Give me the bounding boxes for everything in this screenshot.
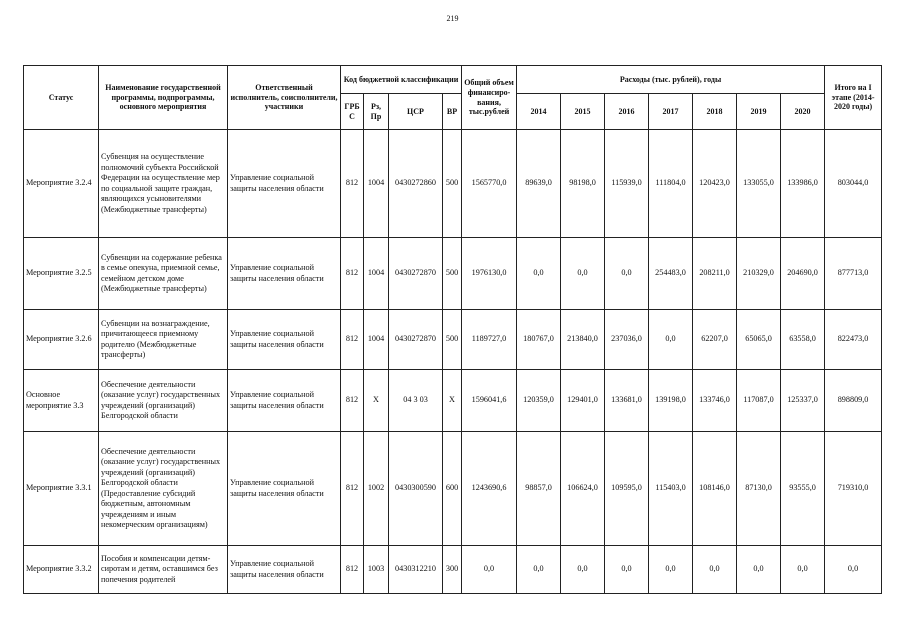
row-year-value: 208211,0 xyxy=(693,238,737,310)
row-year-value: 0,0 xyxy=(605,546,649,594)
row-rzpr: 1004 xyxy=(364,310,389,370)
row-name: Субвенции на содержание ребенка в семье опекуна, приемной семье, семейном детском доме (Межбюджетные трансферты) xyxy=(99,238,228,310)
row-rzpr: 1004 xyxy=(364,238,389,310)
header-budget-code: Код бюджетной классификации xyxy=(341,66,462,94)
row-year-value: 0,0 xyxy=(517,238,561,310)
row-csr: 0430272870 xyxy=(389,238,443,310)
table-body xyxy=(24,130,882,594)
row-total: 1976130,0 xyxy=(462,238,517,310)
header-year-2014: 2014 xyxy=(517,94,561,130)
row-status: Мероприятие 3.2.6 xyxy=(24,310,99,370)
row-vr: 500 xyxy=(443,238,462,310)
row-status: Мероприятие 3.2.4 xyxy=(24,130,99,238)
row-vr: 500 xyxy=(443,310,462,370)
row-responsible: Управление социальной защиты населения области xyxy=(228,238,341,310)
row-year-value: 63558,0 xyxy=(781,310,825,370)
row-year-value: 62207,0 xyxy=(693,310,737,370)
row-year-value: 237036,0 xyxy=(605,310,649,370)
header-year-2017: 2017 xyxy=(649,94,693,130)
header-year-2019: 2019 xyxy=(737,94,781,130)
row-year-value: 213840,0 xyxy=(561,310,605,370)
row-grbs: 812 xyxy=(341,238,364,310)
row-year-value: 109595,0 xyxy=(605,432,649,546)
row-year-value: 129401,0 xyxy=(561,370,605,432)
row-year-value: 0,0 xyxy=(517,546,561,594)
row-total: 1189727,0 xyxy=(462,310,517,370)
row-csr: 0430312210 xyxy=(389,546,443,594)
row-year-value: 125337,0 xyxy=(781,370,825,432)
row-year-value: 98198,0 xyxy=(561,130,605,238)
page-number: 219 xyxy=(446,14,459,23)
row-year-value: 0,0 xyxy=(781,546,825,594)
row-year-value: 89639,0 xyxy=(517,130,561,238)
row-year-value: 133681,0 xyxy=(605,370,649,432)
row-year-value: 204690,0 xyxy=(781,238,825,310)
header-rzpr: Рз, Пр xyxy=(364,94,389,130)
table-row xyxy=(24,370,882,432)
row-year-value: 117087,0 xyxy=(737,370,781,432)
row-csr: 0430300590 xyxy=(389,432,443,546)
row-year-value: 108146,0 xyxy=(693,432,737,546)
row-year-value: 87130,0 xyxy=(737,432,781,546)
row-year-value: 254483,0 xyxy=(649,238,693,310)
row-itogo: 877713,0 xyxy=(825,238,882,310)
row-name: Субвенция на осуществление полномочий субъекта Российской Федерации на осуществление мер по социальной защите граждан, являющихся усыновителями (Межбюджетные трансферты) xyxy=(99,130,228,238)
row-year-value: 133986,0 xyxy=(781,130,825,238)
row-vr: 600 xyxy=(443,432,462,546)
row-responsible: Управление социальной защиты населения области xyxy=(228,432,341,546)
table-row xyxy=(24,130,882,238)
row-itogo: 898809,0 xyxy=(825,370,882,432)
row-rzpr: 1004 xyxy=(364,130,389,238)
row-grbs: 812 xyxy=(341,370,364,432)
row-vr: Х xyxy=(443,370,462,432)
header-total-volume: Общий объем финансиро- вания, тыс.рублей xyxy=(462,66,517,130)
row-year-value: 133055,0 xyxy=(737,130,781,238)
row-responsible: Управление социальной защиты населения области xyxy=(228,130,341,238)
row-grbs: 812 xyxy=(341,432,364,546)
header-status: Статус xyxy=(24,66,99,130)
row-grbs: 812 xyxy=(341,546,364,594)
row-year-value: 0,0 xyxy=(561,546,605,594)
row-itogo: 0,0 xyxy=(825,546,882,594)
row-year-value: 115939,0 xyxy=(605,130,649,238)
row-year-value: 106624,0 xyxy=(561,432,605,546)
row-responsible: Управление социальной защиты населения области xyxy=(228,546,341,594)
row-status: Мероприятие 3.3.1 xyxy=(24,432,99,546)
header-year-2016: 2016 xyxy=(605,94,649,130)
row-year-value: 98857,0 xyxy=(517,432,561,546)
row-total: 1243690,6 xyxy=(462,432,517,546)
row-grbs: 812 xyxy=(341,130,364,238)
row-total: 1596041,6 xyxy=(462,370,517,432)
row-responsible: Управление социальной защиты населения области xyxy=(228,370,341,432)
row-year-value: 139198,0 xyxy=(649,370,693,432)
row-name: Обеспечение деятельности (оказание услуг) государственных учреждений (организаций) Белгородской области xyxy=(99,370,228,432)
header-year-2020: 2020 xyxy=(781,94,825,130)
row-year-value: 0,0 xyxy=(693,546,737,594)
row-vr: 500 xyxy=(443,130,462,238)
header-name: Наименование государственной программы, подпрограммы, основного мероприятия xyxy=(99,66,228,130)
row-year-value: 0,0 xyxy=(561,238,605,310)
row-year-value: 210329,0 xyxy=(737,238,781,310)
row-year-value: 0,0 xyxy=(649,310,693,370)
row-itogo: 822473,0 xyxy=(825,310,882,370)
row-itogo: 719310,0 xyxy=(825,432,882,546)
row-year-value: 120423,0 xyxy=(693,130,737,238)
row-year-value: 133746,0 xyxy=(693,370,737,432)
row-year-value: 93555,0 xyxy=(781,432,825,546)
row-csr: 0430272870 xyxy=(389,310,443,370)
row-year-value: 180767,0 xyxy=(517,310,561,370)
header-csr: ЦСР xyxy=(389,94,443,130)
row-year-value: 120359,0 xyxy=(517,370,561,432)
row-csr: 0430272860 xyxy=(389,130,443,238)
header-vr: ВР xyxy=(443,94,462,130)
row-rzpr: 1002 xyxy=(364,432,389,546)
row-year-value: 0,0 xyxy=(737,546,781,594)
row-name: Обеспечение деятельности (оказание услуг) государственных учреждений (организаций) Белгородской области (Предоставление субсидий бюджетным, автономным учреждениям и иным некомерческим организациям) xyxy=(99,432,228,546)
row-status: Мероприятие 3.2.5 xyxy=(24,238,99,310)
row-year-value: 65065,0 xyxy=(737,310,781,370)
header-itogo: Итого на I этапе (2014-2020 годы) xyxy=(825,66,882,130)
row-name: Пособия и компенсации детям-сиротам и детям, оставшимся без попечения родителей xyxy=(99,546,228,594)
row-vr: 300 xyxy=(443,546,462,594)
row-year-value: 0,0 xyxy=(605,238,649,310)
row-year-value: 111804,0 xyxy=(649,130,693,238)
row-year-value: 0,0 xyxy=(649,546,693,594)
header-year-2015: 2015 xyxy=(561,94,605,130)
header-year-2018: 2018 xyxy=(693,94,737,130)
row-total: 1565770,0 xyxy=(462,130,517,238)
row-name: Субвенции на вознаграждение, причитающееся приемному родителю (Межбюджетные трансферты) xyxy=(99,310,228,370)
budget-table xyxy=(23,65,882,594)
table-row xyxy=(24,546,882,594)
row-year-value: 115403,0 xyxy=(649,432,693,546)
row-responsible: Управление социальной защиты населения области xyxy=(228,310,341,370)
row-grbs: 812 xyxy=(341,310,364,370)
row-csr: 04 3 03 xyxy=(389,370,443,432)
row-rzpr: Х xyxy=(364,370,389,432)
table-row xyxy=(24,432,882,546)
header-grbs: ГРБ С xyxy=(341,94,364,130)
header-responsible: Ответственный исполнитель, соисполнители, участники xyxy=(228,66,341,130)
row-status: Мероприятие 3.3.2 xyxy=(24,546,99,594)
row-itogo: 803044,0 xyxy=(825,130,882,238)
row-rzpr: 1003 xyxy=(364,546,389,594)
table-row xyxy=(24,238,882,310)
header-expenses: Расходы (тыс. рублей), годы xyxy=(517,66,825,94)
row-total: 0,0 xyxy=(462,546,517,594)
row-status: Основное мероприятие 3.3 xyxy=(24,370,99,432)
table-row xyxy=(24,310,882,370)
